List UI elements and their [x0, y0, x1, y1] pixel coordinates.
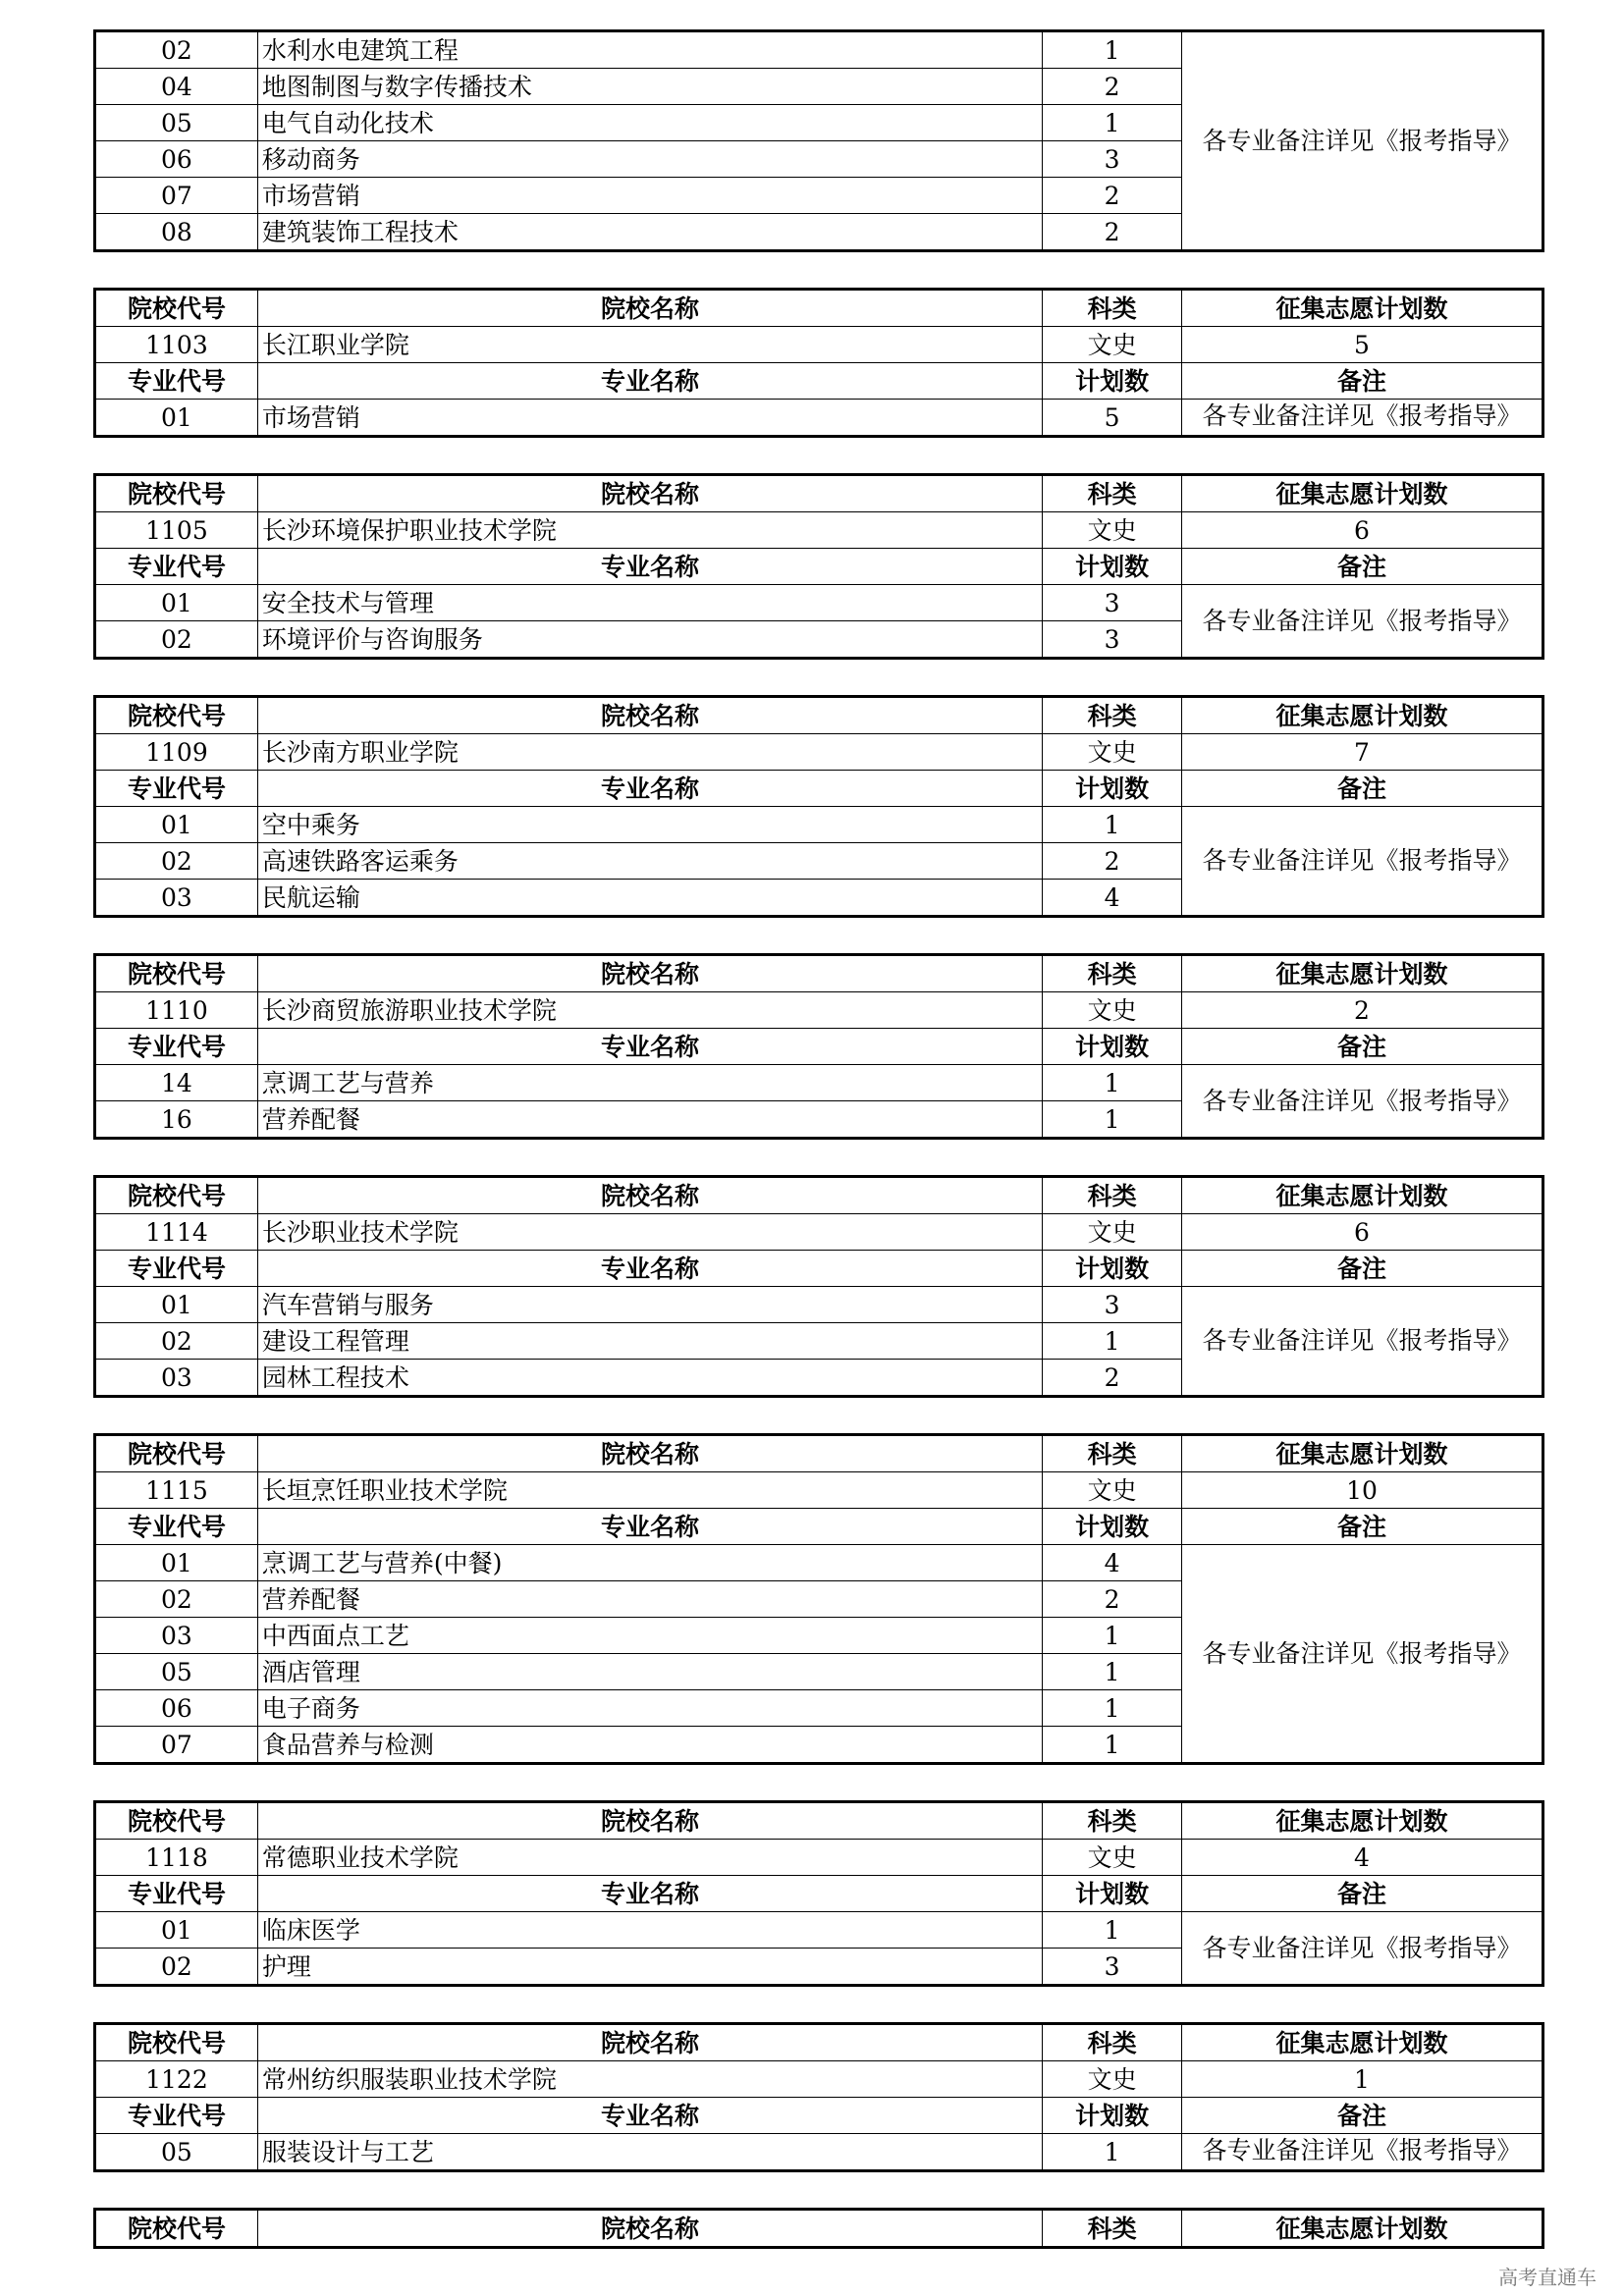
- total-plan-header: 征集志愿计划数: [1181, 475, 1543, 512]
- major-name: 电气自动化技术: [257, 105, 1042, 141]
- major-name-header: 专业名称: [257, 1251, 1042, 1287]
- major-header-row: [95, 2098, 1543, 2134]
- major-code: 07: [95, 178, 258, 214]
- school-code: 1115: [95, 1472, 258, 1509]
- major-plan: 3: [1043, 141, 1182, 178]
- major-code-header: 专业代号: [95, 1029, 258, 1065]
- total-plan-header: 征集志愿计划数: [1181, 1435, 1543, 1472]
- school-table: [93, 1433, 1544, 1765]
- school-name: 长沙南方职业学院: [257, 734, 1042, 771]
- major-code: 05: [95, 1654, 258, 1690]
- major-header-row: [95, 1509, 1543, 1545]
- admission-plan-document: [93, 29, 1544, 2249]
- major-name-header: 专业名称: [257, 771, 1042, 807]
- major-name: 临床医学: [257, 1912, 1042, 1949]
- major-plan: 2: [1043, 178, 1182, 214]
- major-plan: 1: [1043, 1912, 1182, 1949]
- major-code: 16: [95, 1101, 258, 1139]
- school-code: 1109: [95, 734, 258, 771]
- major-name: 高速铁路客运乘务: [257, 843, 1042, 880]
- school-table: [93, 695, 1544, 918]
- major-header-row: [95, 1876, 1543, 1912]
- major-header-row: [95, 549, 1543, 585]
- school-info-row: [95, 1840, 1543, 1876]
- school-code: 1103: [95, 327, 258, 363]
- school-total-plan: 6: [1181, 1214, 1543, 1251]
- major-name-header: 专业名称: [257, 1029, 1042, 1065]
- school-name-header: 院校名称: [257, 290, 1042, 327]
- school-info-row: [95, 1472, 1543, 1509]
- major-name: 营养配餐: [257, 1581, 1042, 1618]
- major-code: 07: [95, 1727, 258, 1764]
- major-code: 02: [95, 1323, 258, 1360]
- major-name: 电子商务: [257, 1690, 1042, 1727]
- total-plan-header: 征集志愿计划数: [1181, 2210, 1543, 2248]
- major-name-header: 专业名称: [257, 549, 1042, 585]
- major-code: 06: [95, 1690, 258, 1727]
- major-row: [95, 1287, 1543, 1323]
- major-name-header: 专业名称: [257, 1876, 1042, 1912]
- school-total-plan: 5: [1181, 327, 1543, 363]
- school-info-row: [95, 1214, 1543, 1251]
- major-code-header: 专业代号: [95, 549, 258, 585]
- school-header-row: [95, 2024, 1543, 2061]
- category-header: 科类: [1043, 2024, 1182, 2061]
- major-code-header: 专业代号: [95, 2098, 258, 2134]
- school-name: 常德职业技术学院: [257, 1840, 1042, 1876]
- school-name-header: 院校名称: [257, 1802, 1042, 1840]
- major-name: 汽车营销与服务: [257, 1287, 1042, 1323]
- major-plan: 2: [1043, 214, 1182, 251]
- major-name: 安全技术与管理: [257, 585, 1042, 621]
- major-row: [95, 1912, 1543, 1949]
- major-name: 民航运输: [257, 880, 1042, 917]
- major-plan: 2: [1043, 69, 1182, 105]
- major-code: 01: [95, 807, 258, 843]
- major-header-row: [95, 1029, 1543, 1065]
- school-total-plan: 4: [1181, 1840, 1543, 1876]
- major-plan: 3: [1043, 585, 1182, 621]
- school-header-row: [95, 955, 1543, 992]
- major-name: 烹调工艺与营养(中餐): [257, 1545, 1042, 1581]
- school-header-row: [95, 1435, 1543, 1472]
- school-info-row: [95, 2061, 1543, 2098]
- total-plan-header: 征集志愿计划数: [1181, 2024, 1543, 2061]
- school-name-header: 院校名称: [257, 1435, 1042, 1472]
- remark-cell: 各专业备注详见《报考指导》: [1181, 1287, 1543, 1397]
- watermark: 高考直通车: [1498, 2266, 1597, 2289]
- school-code: 1114: [95, 1214, 258, 1251]
- remark-header: 备注: [1181, 1509, 1543, 1545]
- school-name-header: 院校名称: [257, 1177, 1042, 1214]
- school-code: 1118: [95, 1840, 258, 1876]
- school-code-header: 院校代号: [95, 1177, 258, 1214]
- major-plan: 1: [1043, 31, 1182, 69]
- category-header: 科类: [1043, 955, 1182, 992]
- school-name-header: 院校名称: [257, 697, 1042, 734]
- school-category: 文史: [1043, 734, 1182, 771]
- school-category: 文史: [1043, 1214, 1182, 1251]
- school-info-row: [95, 992, 1543, 1029]
- plan-count-header: 计划数: [1043, 1251, 1182, 1287]
- category-header: 科类: [1043, 697, 1182, 734]
- major-row: [95, 400, 1543, 437]
- remark-header: 备注: [1181, 1876, 1543, 1912]
- major-name: 护理: [257, 1949, 1042, 1986]
- major-plan: 3: [1043, 621, 1182, 659]
- major-code: 05: [95, 105, 258, 141]
- school-table: [93, 1175, 1544, 1398]
- major-code: 14: [95, 1065, 258, 1101]
- major-plan: 1: [1043, 1618, 1182, 1654]
- remark-header: 备注: [1181, 549, 1543, 585]
- school-table: [93, 288, 1544, 438]
- school-table: [93, 2022, 1544, 2172]
- school-info-row: [95, 734, 1543, 771]
- major-plan: 4: [1043, 1545, 1182, 1581]
- plan-count-header: 计划数: [1043, 1029, 1182, 1065]
- major-name: 营养配餐: [257, 1101, 1042, 1139]
- major-plan: 1: [1043, 1323, 1182, 1360]
- major-name-header: 专业名称: [257, 2098, 1042, 2134]
- major-code: 01: [95, 1912, 258, 1949]
- major-plan: 1: [1043, 807, 1182, 843]
- school-category: 文史: [1043, 992, 1182, 1029]
- school-code-header: 院校代号: [95, 290, 258, 327]
- school-header-row: [95, 2210, 1543, 2248]
- plan-count-header: 计划数: [1043, 1876, 1182, 1912]
- major-code: 08: [95, 214, 258, 251]
- school-header-row: [95, 290, 1543, 327]
- major-code: 03: [95, 1360, 258, 1397]
- school-name-header: 院校名称: [257, 955, 1042, 992]
- school-code-header: 院校代号: [95, 955, 258, 992]
- major-name: 移动商务: [257, 141, 1042, 178]
- school-code-header: 院校代号: [95, 697, 258, 734]
- major-header-row: [95, 363, 1543, 400]
- major-name-header: 专业名称: [257, 363, 1042, 400]
- major-code: 01: [95, 585, 258, 621]
- school-table: [93, 1800, 1544, 1987]
- major-plan: 1: [1043, 105, 1182, 141]
- total-plan-header: 征集志愿计划数: [1181, 955, 1543, 992]
- remark-cell: 各专业备注详见《报考指导》: [1181, 31, 1543, 251]
- major-plan: 5: [1043, 400, 1182, 437]
- major-row: [95, 31, 1543, 69]
- major-plan: 2: [1043, 1360, 1182, 1397]
- school-total-plan: 1: [1181, 2061, 1543, 2098]
- major-plan: 3: [1043, 1287, 1182, 1323]
- remark-cell: 各专业备注详见《报考指导》: [1181, 1065, 1543, 1139]
- major-code: 02: [95, 1949, 258, 1986]
- school-total-plan: 7: [1181, 734, 1543, 771]
- major-name: 食品营养与检测: [257, 1727, 1042, 1764]
- school-header-row: [95, 1177, 1543, 1214]
- school-name-header: 院校名称: [257, 2210, 1042, 2248]
- total-plan-header: 征集志愿计划数: [1181, 1177, 1543, 1214]
- major-code-header: 专业代号: [95, 771, 258, 807]
- major-plan: 1: [1043, 1727, 1182, 1764]
- total-plan-header: 征集志愿计划数: [1181, 290, 1543, 327]
- major-plan: 1: [1043, 1654, 1182, 1690]
- school-name-header: 院校名称: [257, 2024, 1042, 2061]
- continued-major-table: [93, 29, 1544, 252]
- major-code: 06: [95, 141, 258, 178]
- school-code: 1122: [95, 2061, 258, 2098]
- remark-header: 备注: [1181, 771, 1543, 807]
- school-name: 长垣烹饪职业技术学院: [257, 1472, 1042, 1509]
- plan-count-header: 计划数: [1043, 363, 1182, 400]
- remark-header: 备注: [1181, 363, 1543, 400]
- remark-header: 备注: [1181, 2098, 1543, 2134]
- major-plan: 2: [1043, 1581, 1182, 1618]
- major-plan: 1: [1043, 1690, 1182, 1727]
- major-name: 市场营销: [257, 400, 1042, 437]
- school-total-plan: 2: [1181, 992, 1543, 1029]
- plan-count-header: 计划数: [1043, 1509, 1182, 1545]
- major-code: 01: [95, 1287, 258, 1323]
- major-header-row: [95, 1251, 1543, 1287]
- major-plan: 1: [1043, 1065, 1182, 1101]
- major-code-header: 专业代号: [95, 1876, 258, 1912]
- remark-header: 备注: [1181, 1251, 1543, 1287]
- school-code-header: 院校代号: [95, 2210, 258, 2248]
- school-header-row: [95, 1802, 1543, 1840]
- school-table-partial: [93, 2208, 1544, 2249]
- school-code-header: 院校代号: [95, 475, 258, 512]
- remark-cell: 各专业备注详见《报考指导》: [1181, 400, 1543, 437]
- major-name: 建筑装饰工程技术: [257, 214, 1042, 251]
- school-total-plan: 10: [1181, 1472, 1543, 1509]
- major-name: 中西面点工艺: [257, 1618, 1042, 1654]
- plan-count-header: 计划数: [1043, 771, 1182, 807]
- school-header-row: [95, 697, 1543, 734]
- category-header: 科类: [1043, 475, 1182, 512]
- school-info-row: [95, 327, 1543, 363]
- major-name-header: 专业名称: [257, 1509, 1042, 1545]
- remark-header: 备注: [1181, 1029, 1543, 1065]
- major-code: 03: [95, 880, 258, 917]
- category-header: 科类: [1043, 1802, 1182, 1840]
- major-code: 01: [95, 400, 258, 437]
- major-name: 园林工程技术: [257, 1360, 1042, 1397]
- major-name: 烹调工艺与营养: [257, 1065, 1042, 1101]
- major-name: 水利水电建筑工程: [257, 31, 1042, 69]
- school-category: 文史: [1043, 512, 1182, 549]
- major-name: 市场营销: [257, 178, 1042, 214]
- remark-cell: 各专业备注详见《报考指导》: [1181, 807, 1543, 917]
- school-table: [93, 953, 1544, 1140]
- school-name: 常州纺织服装职业技术学院: [257, 2061, 1042, 2098]
- remark-cell: 各专业备注详见《报考指导》: [1181, 1545, 1543, 1764]
- major-code: 02: [95, 621, 258, 659]
- school-category: 文史: [1043, 1472, 1182, 1509]
- major-plan: 1: [1043, 2134, 1182, 2171]
- school-code: 1110: [95, 992, 258, 1029]
- school-table: [93, 473, 1544, 660]
- school-name: 长沙环境保护职业技术学院: [257, 512, 1042, 549]
- major-name: 酒店管理: [257, 1654, 1042, 1690]
- school-code: 1105: [95, 512, 258, 549]
- major-plan: 2: [1043, 843, 1182, 880]
- major-code: 04: [95, 69, 258, 105]
- major-header-row: [95, 771, 1543, 807]
- major-code: 02: [95, 31, 258, 69]
- major-name: 服装设计与工艺: [257, 2134, 1042, 2171]
- major-name: 环境评价与咨询服务: [257, 621, 1042, 659]
- category-header: 科类: [1043, 290, 1182, 327]
- school-code-header: 院校代号: [95, 1435, 258, 1472]
- category-header: 科类: [1043, 1435, 1182, 1472]
- school-name: 长沙职业技术学院: [257, 1214, 1042, 1251]
- major-name: 空中乘务: [257, 807, 1042, 843]
- major-code: 05: [95, 2134, 258, 2171]
- category-header: 科类: [1043, 1177, 1182, 1214]
- remark-cell: 各专业备注详见《报考指导》: [1181, 1912, 1543, 1986]
- major-code-header: 专业代号: [95, 1251, 258, 1287]
- school-name-header: 院校名称: [257, 475, 1042, 512]
- major-name: 建设工程管理: [257, 1323, 1042, 1360]
- school-category: 文史: [1043, 2061, 1182, 2098]
- school-code-header: 院校代号: [95, 2024, 258, 2061]
- major-name: 地图制图与数字传播技术: [257, 69, 1042, 105]
- major-code: 01: [95, 1545, 258, 1581]
- school-name: 长沙商贸旅游职业技术学院: [257, 992, 1042, 1029]
- major-row: [95, 1545, 1543, 1581]
- major-row: [95, 585, 1543, 621]
- major-code: 02: [95, 1581, 258, 1618]
- major-row: [95, 1065, 1543, 1101]
- major-code: 02: [95, 843, 258, 880]
- school-name: 长江职业学院: [257, 327, 1042, 363]
- plan-count-header: 计划数: [1043, 2098, 1182, 2134]
- major-code-header: 专业代号: [95, 363, 258, 400]
- total-plan-header: 征集志愿计划数: [1181, 1802, 1543, 1840]
- remark-cell: 各专业备注详见《报考指导》: [1181, 2134, 1543, 2171]
- major-plan: 4: [1043, 880, 1182, 917]
- remark-cell: 各专业备注详见《报考指导》: [1181, 585, 1543, 659]
- major-row: [95, 807, 1543, 843]
- total-plan-header: 征集志愿计划数: [1181, 697, 1543, 734]
- major-plan: 3: [1043, 1949, 1182, 1986]
- school-category: 文史: [1043, 1840, 1182, 1876]
- major-plan: 1: [1043, 1101, 1182, 1139]
- category-header: 科类: [1043, 2210, 1182, 2248]
- plan-count-header: 计划数: [1043, 549, 1182, 585]
- school-header-row: [95, 475, 1543, 512]
- major-code: 03: [95, 1618, 258, 1654]
- major-code-header: 专业代号: [95, 1509, 258, 1545]
- school-category: 文史: [1043, 327, 1182, 363]
- school-total-plan: 6: [1181, 512, 1543, 549]
- school-code-header: 院校代号: [95, 1802, 258, 1840]
- school-info-row: [95, 512, 1543, 549]
- major-row: [95, 2134, 1543, 2171]
